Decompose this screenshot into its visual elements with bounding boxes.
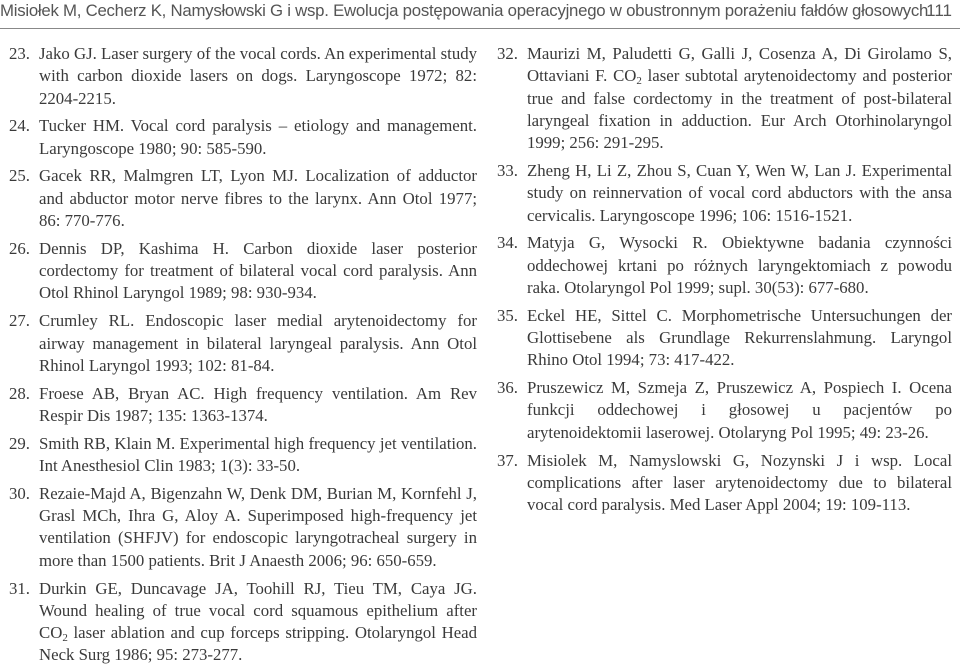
reference-text-part: Maurizi M, Paludetti G, Galli J, Cosenza A, Di Girolamo S, Ottaviani F. CO (527, 44, 952, 86)
reference-text: Gacek RR, Malmgren LT, Lyon MJ. Localization of adductor and abductor motor nerve fibres to the larynx. Ann Otol 1977; 86: 770-776. (39, 166, 477, 231)
reference-number: 32. (497, 44, 518, 63)
reference-number: 36. (497, 378, 518, 398)
reference-item (9, 43, 477, 110)
reference-item (9, 578, 477, 667)
page-number: 111 (926, 1, 952, 20)
reference-number: 33. (497, 160, 518, 180)
running-header (0, 0, 960, 29)
reference-text: Dennis DP, Kashima H. Carbon dioxide laser posterior cordectomy for treatment of bilateral vocal cord paralysis. Ann Otol Rhinol Laryngol 1989; 98: 930-934. (39, 238, 477, 303)
reference-number: 30. (9, 483, 30, 503)
references-right-column (497, 43, 952, 522)
reference-item (497, 160, 952, 227)
reference-item (497, 377, 952, 444)
reference-number: 28. (9, 383, 30, 403)
reference-text-part: laser subtotal arytenoidectomy and posterior true and false cordectomy in the treatment of post-bilateral laryngeal fixation in adduction. Eur Arch Otorhinolaryngol 1999; 256: 291-295. (527, 66, 952, 153)
reference-number: 26. (9, 238, 30, 258)
reference-text: Zheng H, Li Z, Zhou S, Cuan Y, Wen W, Lan J. Experimental study on reinnervation of vocal cord abductors with the ansa cervicalis. Laryngoscope 1996; 106: 1516-1521. (527, 160, 952, 225)
running-header-title: Misiołek M, Cecherz K, Namysłowski G i wsp. Ewolucja postępowania operacyjnego w obustronnym porażeniu fałdów głosowych (0, 1, 929, 20)
reference-number: 37. (497, 450, 518, 470)
reference-item (9, 483, 477, 572)
reference-text: Froese AB, Bryan AC. High frequency ventilation. Am Rev Respir Dis 1987; 135: 1363-1374. (39, 383, 477, 425)
reference-number: 25. (9, 166, 30, 186)
reference-item (9, 115, 477, 160)
reference-text (527, 43, 952, 154)
reference-item (497, 43, 952, 154)
reference-text: Tucker HM. Vocal cord paralysis – etiology and management. Laryngoscope 1980; 90: 585-590. (39, 116, 477, 158)
subscript: 2 (62, 632, 68, 645)
reference-number: 29. (9, 433, 30, 453)
reference-item (9, 383, 477, 428)
reference-number: 35. (497, 305, 518, 325)
reference-text: Pruszewicz M, Szmeja Z, Pruszewicz A, Pospiech I. Ocena funkcji oddechowej i głosowej u pacjentów po arytenoidektomii laserowej. Otolaryng Pol 1995; 49: 23-26. (527, 378, 952, 442)
reference-item (9, 238, 477, 305)
subscript: 2 (636, 75, 642, 88)
reference-text: Eckel HE, Sittel C. Morphometrische Untersuchungen der Glottisebene als Grundlage Rekurrenslahmung. Laryngol Rhino Otol 1994; 73: 417-422. (527, 305, 952, 370)
reference-text (39, 578, 477, 667)
references-left-column (9, 43, 477, 672)
reference-item (497, 305, 952, 372)
reference-item (9, 433, 477, 478)
reference-item (9, 165, 477, 232)
reference-text: Crumley RL. Endoscopic laser medial arytenoidectomy for airway management in bilateral laryngeal paralysis. Ann Otol Rhinol Laryngol 1993; 102: 81-84. (39, 311, 477, 375)
reference-text: Matyja G, Wysocki R. Obiektywne badania czynności oddechowej krtani po różnych laryngektomiach z powodu raka. Otolaryngol Pol 1999; supl. 30(53): 677-680. (527, 233, 952, 297)
reference-item (497, 450, 952, 517)
reference-text-part: laser ablation and cup forceps stripping. Otolaryngol Head Neck Surg 1986; 95: 273-277. (39, 623, 477, 665)
reference-number: 24. (9, 116, 30, 136)
reference-number: 23. (9, 44, 30, 63)
reference-number: 27. (9, 311, 30, 331)
reference-text-part: Durkin GE, Duncavage JA, Toohill RJ, Tieu TM, Caya JG. Wound healing of true vocal cord squamous epithelium after CO (39, 578, 477, 643)
reference-text: Smith RB, Klain M. Experimental high frequency jet ventilation. Int Anesthesiol Clin 1983; 1(3): 33-50. (39, 433, 477, 476)
reference-item (497, 232, 952, 299)
reference-item (9, 310, 477, 377)
reference-number: 31. (9, 578, 30, 598)
reference-text: Jako GJ. Laser surgery of the vocal cords. An experimental study with carbon dioxide lasers on dogs. Laryngoscope 1972; 82: 2204-2215. (39, 44, 477, 108)
reference-text: Misiolek M, Namyslowski G, Nozynski J i wsp. Local complications after laser arytenoidectomy due to bilateral vocal cord paralysis. Med Laser Appl 2004; 19: 109-113. (527, 450, 952, 515)
reference-number: 34. (497, 233, 518, 253)
reference-text: Rezaie-Majd A, Bigenzahn W, Denk DM, Burian M, Kornfehl J, Grasl MCh, Ihra G, Aloy A. Superimposed high-frequency jet ventilation (SHFJV) for endoscopic laryngotracheal surgery in more than 1500 patients. Brit J Anaesth 2006; 96: 650-659. (39, 483, 477, 570)
